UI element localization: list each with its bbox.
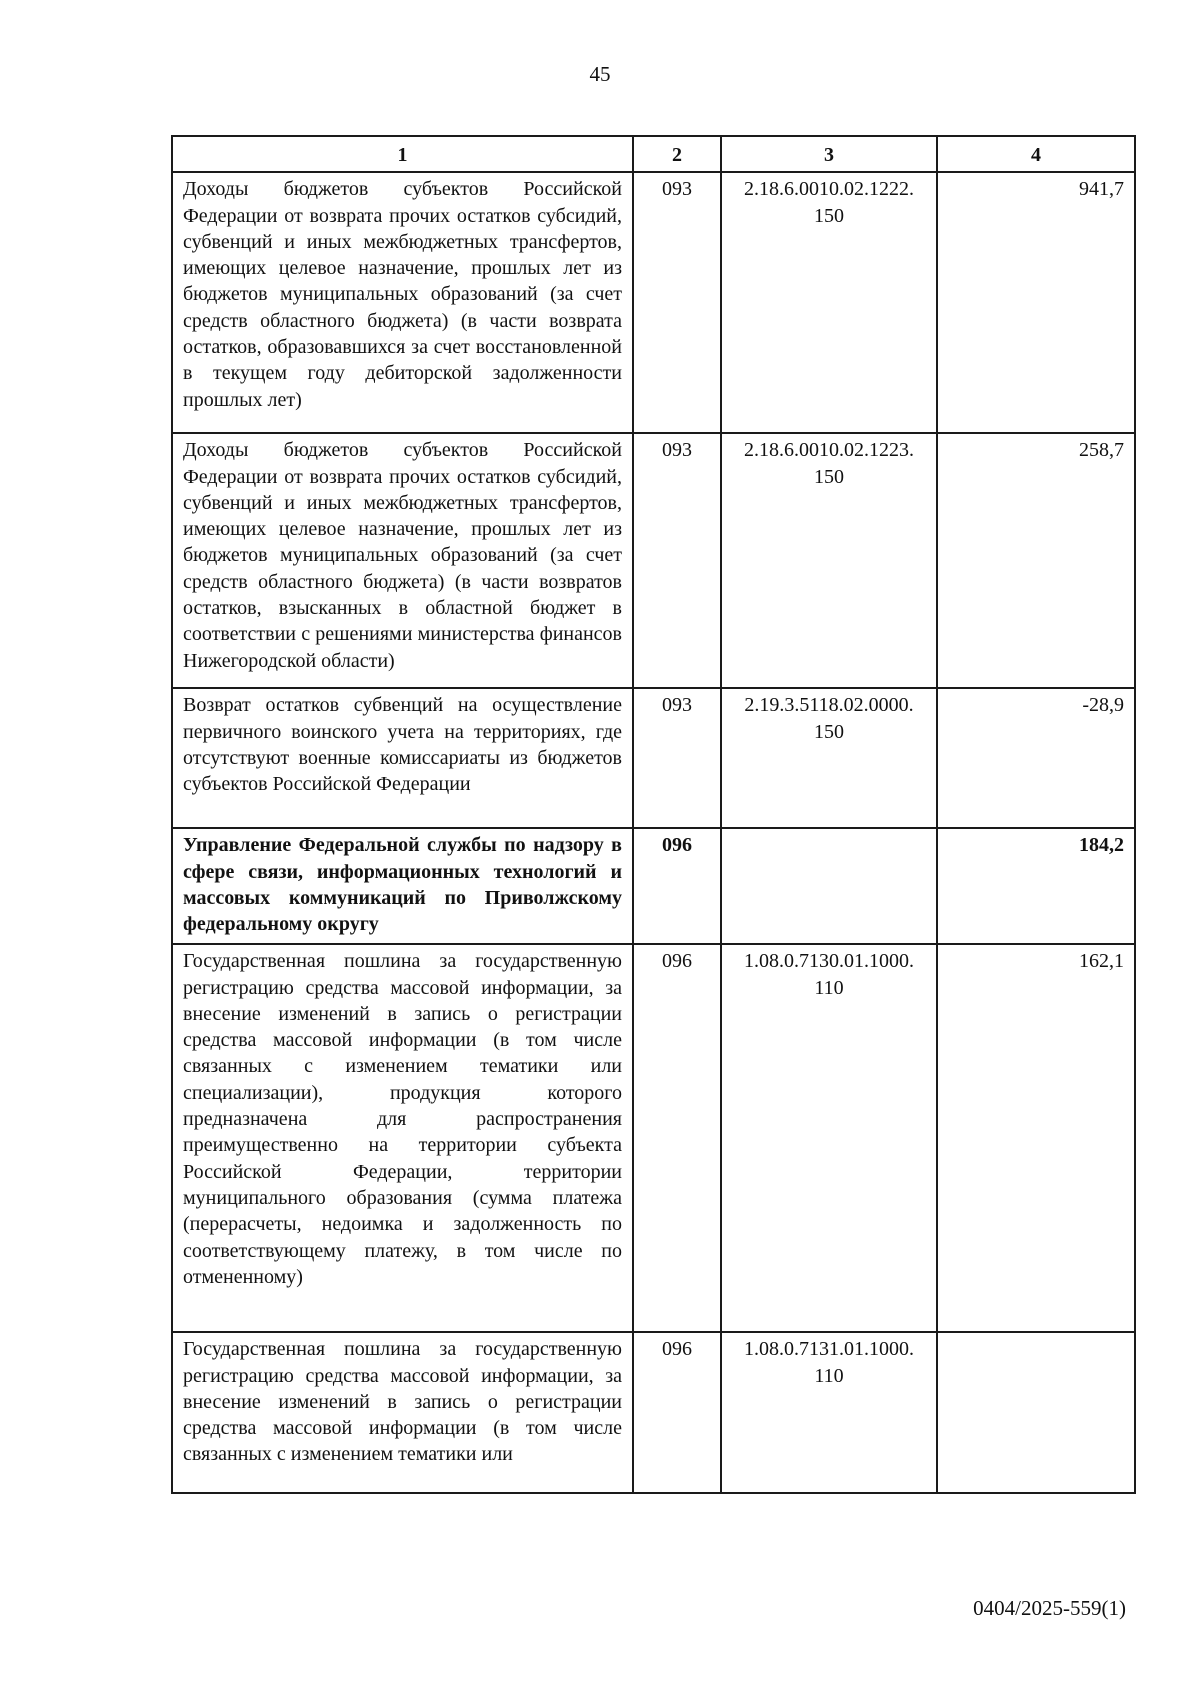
table-row: [172, 828, 1135, 944]
budget-code-line1: 2.18.6.0010.02.1222.: [744, 178, 914, 201]
row-budget-code: [721, 1332, 937, 1493]
table-row: [172, 1332, 1135, 1493]
column-header-4: 4: [937, 136, 1135, 172]
row-description: Государственная пошлина за государственную регистрацию средства массовой информации, за внесение изменений в запись о регистрации средства массовой информации (в том числе связанных с изменением тематики или специализации), продукция которого предназначена для распространения преимущественно на территории субъекта Российской Федерации, территории муниципального образования (сумма платежа (перерасчеты, недоимка и задолженность по соответствующему платежу, в том числе по отмененному): [172, 944, 633, 1332]
row-amount: -28,9: [937, 688, 1135, 828]
column-header-3: 3: [721, 136, 937, 172]
budget-code-line1: 1.08.0.7130.01.1000.: [744, 950, 914, 973]
row-description: Государственная пошлина за государственную регистрацию средства массовой информации, за внесение изменений в запись о регистрации средства массовой информации (в том числе связанных с изменением тематики или: [183, 1338, 622, 1466]
row-budget-code: [721, 688, 937, 828]
row-amount: 258,7: [937, 433, 1135, 688]
row-admin-code: 093: [633, 433, 721, 688]
row-budget-code: [721, 944, 937, 1332]
row-amount: 184,2: [937, 828, 1135, 944]
row-admin-code: 096: [633, 944, 721, 1332]
table-row: [172, 433, 1135, 688]
table-row: [172, 172, 1135, 433]
table-row: [172, 688, 1135, 828]
row-budget-code: [721, 433, 937, 688]
column-header-1: 1: [172, 136, 633, 172]
table-header-row: [172, 136, 1135, 172]
row-admin-code: 093: [633, 172, 721, 433]
row-description: Доходы бюджетов субъектов Российской Федерации от возврата прочих остатков субсидий, субвенций и иных межбюджетных трансфертов, имеющих целевое назначение, прошлых лет из бюджетов муниципальных образований (за счет средств областного бюджета) (в части возврата остатков, образовавшихся за счет восстановленной в текущем году дебиторской задолженности прошлых лет): [172, 172, 633, 433]
row-description: Управление Федеральной службы по надзору в сфере связи, информационных технологий и массовых коммуникаций по Приволжскому федеральному округу: [172, 828, 633, 944]
budget-code-line2: 110: [814, 1364, 844, 1387]
row-budget-code: [721, 828, 937, 944]
row-amount: 162,1: [937, 944, 1135, 1332]
budget-code-line2: 150: [814, 204, 844, 227]
budget-code-line2: 150: [814, 720, 844, 743]
revenue-table: [171, 135, 1136, 1494]
column-header-2: 2: [633, 136, 721, 172]
budget-code-line2: 110: [814, 976, 844, 999]
row-description: Возврат остатков субвенций на осуществление первичного воинского учета на территориях, где отсутствуют военные комиссариаты из бюджетов субъектов Российской Федерации: [172, 688, 633, 828]
row-amount: 941,7: [937, 172, 1135, 433]
row-description: Доходы бюджетов субъектов Российской Федерации от возврата прочих остатков субсидий, субвенций и иных межбюджетных трансфертов, имеющих целевое назначение, прошлых лет из бюджетов муниципальных образований (за счет средств областного бюджета) (в части возвратов остатков, взысканных в областной бюджет в соответствии с решениями министерства финансов Нижегородской области): [172, 433, 633, 688]
table-row: [172, 944, 1135, 1332]
budget-code-line1: 2.19.3.5118.02.0000.: [744, 694, 914, 717]
budget-code-line1: 1.08.0.7131.01.1000.: [744, 1338, 914, 1361]
row-description-cell: [172, 1332, 633, 1493]
document-number: 0404/2025-559(1): [973, 1596, 1126, 1620]
budget-code-line1: 2.18.6.0010.02.1223.: [744, 439, 914, 462]
row-budget-code: [721, 172, 937, 433]
page-number: 45: [589, 62, 611, 86]
row-admin-code: 096: [633, 1332, 721, 1493]
row-admin-code: 096: [633, 828, 721, 944]
row-amount: [937, 1332, 1135, 1493]
row-admin-code: 093: [633, 688, 721, 828]
budget-code-line2: 150: [814, 465, 844, 488]
